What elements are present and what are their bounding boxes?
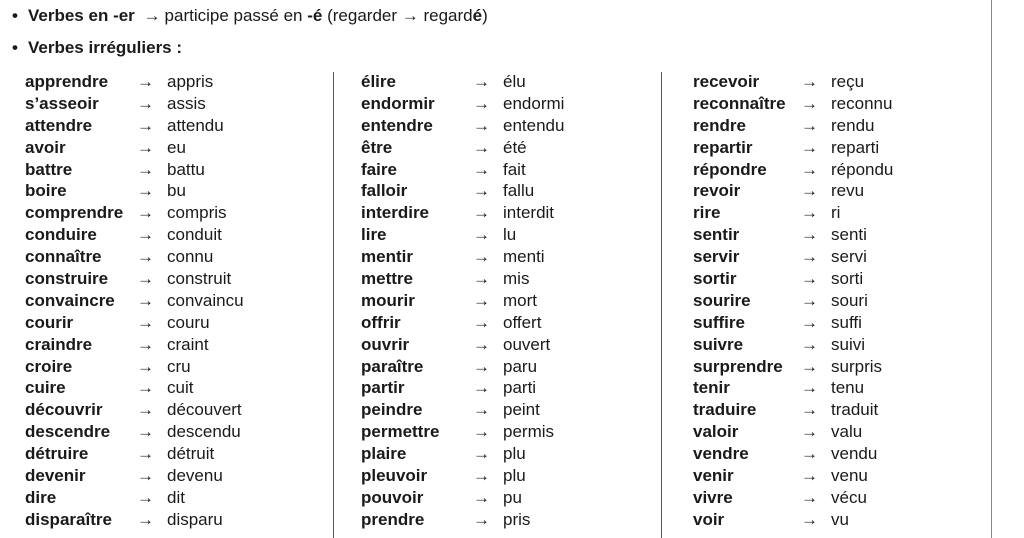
- right-arrow-icon: →: [801, 509, 818, 529]
- verb-row: [361, 487, 564, 509]
- verb-row: [361, 290, 564, 312]
- infinitive: cuire: [25, 378, 66, 398]
- infinitive: voir: [693, 509, 725, 529]
- past-participle: conduit: [167, 225, 222, 245]
- infinitive: plaire: [361, 444, 407, 464]
- past-participle: suffi: [831, 312, 862, 332]
- past-participle: endormi: [503, 93, 565, 113]
- infinitive: suivre: [693, 334, 744, 354]
- past-participle: détruit: [167, 444, 215, 464]
- past-participle: pu: [503, 487, 522, 507]
- past-participle: bu: [167, 181, 186, 201]
- verb-row: [361, 509, 564, 531]
- right-arrow-icon: →: [801, 269, 818, 289]
- infinitive: mettre: [361, 269, 413, 289]
- verb-row: [361, 93, 564, 115]
- verb-row: [361, 443, 564, 465]
- infinitive: traduire: [693, 400, 757, 420]
- section-heading: Verbes irréguliers :: [28, 38, 183, 57]
- right-arrow-icon: →: [137, 422, 154, 442]
- verb-row: [361, 377, 564, 399]
- verb-row: [693, 334, 893, 356]
- right-arrow-icon: →: [137, 466, 154, 486]
- past-participle: reçu: [831, 72, 865, 91]
- infinitive: s’asseoir: [25, 93, 99, 113]
- infinitive: rire: [693, 203, 721, 223]
- past-participle: été: [503, 137, 527, 157]
- right-arrow-icon: →: [137, 487, 154, 507]
- infinitive: disparaître: [25, 509, 112, 529]
- verb-row: [361, 312, 564, 334]
- right-arrow-icon: →: [473, 93, 490, 113]
- past-participle: descendu: [167, 422, 241, 442]
- infinitive: connaître: [25, 247, 102, 267]
- right-arrow-icon: →: [473, 115, 490, 135]
- verb-row: [693, 180, 893, 202]
- right-arrow-icon: →: [473, 181, 490, 201]
- past-participle: disparu: [167, 509, 223, 529]
- right-arrow-icon: →: [801, 203, 818, 223]
- past-participle: suivi: [831, 334, 866, 354]
- past-participle: devenu: [167, 466, 223, 486]
- past-participle: venu: [831, 466, 868, 486]
- right-arrow-icon: →: [801, 93, 818, 113]
- bullet-icon: •: [12, 38, 18, 57]
- infinitive: battre: [25, 159, 73, 179]
- infinitive: valoir: [693, 422, 739, 442]
- infinitive: attendre: [25, 115, 93, 135]
- past-participle: plu: [503, 466, 526, 486]
- right-arrow-icon: →: [137, 509, 154, 529]
- verb-row: [361, 137, 564, 159]
- right-arrow-icon: →: [473, 203, 490, 223]
- past-participle: connu: [167, 247, 214, 267]
- verb-row: [361, 268, 564, 290]
- past-participle: menti: [503, 247, 545, 267]
- infinitive: être: [361, 137, 393, 157]
- right-arrow-icon: →: [801, 356, 818, 376]
- right-arrow-icon: →: [137, 269, 154, 289]
- right-arrow-icon: →: [473, 159, 490, 179]
- past-participle: cru: [167, 356, 191, 376]
- right-arrow-icon: →: [137, 72, 154, 91]
- past-participle: servi: [831, 247, 867, 267]
- right-arrow-icon: →: [143, 6, 161, 25]
- infinitive: pleuvoir: [361, 466, 428, 486]
- infinitive: endormir: [361, 93, 435, 113]
- verb-row: [25, 356, 244, 378]
- right-arrow-icon: →: [473, 72, 490, 91]
- verb-row: [693, 93, 893, 115]
- verb-row: [25, 465, 244, 487]
- past-participle: vécu: [831, 487, 867, 507]
- verb-row: [693, 509, 893, 531]
- infinitive: conduire: [25, 225, 97, 245]
- verb-row: [25, 334, 244, 356]
- infinitive: avoir: [25, 137, 66, 157]
- verb-row: [25, 421, 244, 443]
- column-divider: [661, 72, 662, 538]
- infinitive: prendre: [361, 509, 425, 529]
- infinitive: craindre: [25, 334, 93, 354]
- infinitive: descendre: [25, 422, 111, 442]
- right-arrow-icon: →: [137, 247, 154, 267]
- verb-row: [25, 202, 244, 224]
- past-participle: ri: [831, 203, 841, 223]
- past-participle: craint: [167, 334, 209, 354]
- past-participle: sorti: [831, 269, 864, 289]
- right-arrow-icon: →: [137, 444, 154, 464]
- past-participle: permis: [503, 422, 555, 442]
- past-participle: souri: [831, 290, 868, 310]
- verb-row: [361, 246, 564, 268]
- past-participle: fait: [503, 159, 526, 179]
- infinitive: répondre: [693, 159, 767, 179]
- rule-regular-er-verbs: [12, 6, 488, 26]
- past-participle: senti: [831, 225, 867, 245]
- verb-row: [693, 312, 893, 334]
- infinitive: entendre: [361, 115, 433, 135]
- right-arrow-icon: →: [801, 422, 818, 442]
- past-participle: battu: [167, 159, 205, 179]
- past-participle: élu: [503, 72, 526, 91]
- right-arrow-icon: →: [801, 159, 818, 179]
- verb-row: [25, 312, 244, 334]
- infinitive: apprendre: [25, 72, 109, 91]
- past-participle: compris: [167, 203, 227, 223]
- right-arrow-icon: →: [801, 312, 818, 332]
- past-participle: pris: [503, 509, 531, 529]
- verb-row: [25, 137, 244, 159]
- past-participle: interdit: [503, 203, 555, 223]
- verb-row: [693, 115, 893, 137]
- right-arrow-icon: →: [801, 225, 818, 245]
- past-participle: fallu: [503, 181, 535, 201]
- infinitive: courir: [25, 312, 74, 332]
- example-ending: é: [472, 6, 483, 25]
- verb-row: [25, 71, 244, 93]
- verb-row: [693, 268, 893, 290]
- verb-row: [25, 509, 244, 531]
- right-arrow-icon: →: [801, 72, 818, 91]
- right-arrow-icon: →: [801, 444, 818, 464]
- right-arrow-icon: →: [137, 356, 154, 376]
- infinitive: sortir: [693, 269, 737, 289]
- past-participle: découvert: [167, 400, 242, 420]
- infinitive: offrir: [361, 312, 401, 332]
- infinitive: repartir: [693, 137, 753, 157]
- infinitive: mourir: [361, 290, 415, 310]
- past-participle: revu: [831, 181, 865, 201]
- right-arrow-icon: →: [137, 159, 154, 179]
- right-arrow-icon: →: [801, 181, 818, 201]
- right-arrow-icon: →: [473, 444, 490, 464]
- right-arrow-icon: →: [401, 6, 419, 25]
- verb-row: [361, 334, 564, 356]
- right-arrow-icon: →: [801, 400, 818, 420]
- past-participle: peint: [503, 400, 540, 420]
- right-arrow-icon: →: [137, 225, 154, 245]
- infinitive: convaincre: [25, 290, 115, 310]
- right-arrow-icon: →: [473, 378, 490, 398]
- right-arrow-icon: →: [137, 115, 154, 135]
- past-participle: appris: [167, 72, 214, 91]
- infinitive: vendre: [693, 444, 749, 464]
- past-participle: valu: [831, 422, 863, 442]
- infinitive: détruire: [25, 444, 89, 464]
- past-participle: traduit: [831, 400, 879, 420]
- past-participle: surpris: [831, 356, 883, 376]
- right-arrow-icon: →: [137, 334, 154, 354]
- past-participle: reconnu: [831, 93, 893, 113]
- past-participle: parti: [503, 378, 537, 398]
- verb-column-2: [361, 71, 564, 531]
- verb-column-3: [693, 71, 893, 531]
- verb-row: [25, 487, 244, 509]
- past-participle: vu: [831, 509, 849, 529]
- verb-row: [361, 71, 564, 93]
- rule-text: participe passé en: [164, 6, 308, 25]
- verb-row: [693, 137, 893, 159]
- verb-row: [25, 159, 244, 181]
- past-participle: offert: [503, 312, 542, 332]
- infinitive: vivre: [693, 487, 733, 507]
- verb-row: [25, 377, 244, 399]
- right-arrow-icon: →: [473, 247, 490, 267]
- verb-row: [361, 356, 564, 378]
- example-close: ): [482, 6, 488, 25]
- verb-row: [693, 159, 893, 181]
- past-participle: ouvert: [503, 334, 551, 354]
- verb-row: [25, 290, 244, 312]
- infinitive: falloir: [361, 181, 408, 201]
- verb-row: [361, 180, 564, 202]
- past-participle: répondu: [831, 159, 894, 179]
- past-participle: mort: [503, 290, 537, 310]
- infinitive: suffire: [693, 312, 745, 332]
- right-arrow-icon: →: [473, 509, 490, 529]
- bullet-icon: •: [12, 6, 18, 25]
- infinitive: servir: [693, 247, 740, 267]
- right-arrow-icon: →: [473, 225, 490, 245]
- infinitive: permettre: [361, 422, 440, 442]
- right-arrow-icon: →: [801, 290, 818, 310]
- right-arrow-icon: →: [137, 93, 154, 113]
- infinitive: paraître: [361, 356, 424, 376]
- infinitive: sentir: [693, 225, 740, 245]
- infinitive: lire: [361, 225, 387, 245]
- verb-row: [361, 202, 564, 224]
- verb-row: [693, 465, 893, 487]
- verb-row: [693, 487, 893, 509]
- verb-row: [693, 224, 893, 246]
- rule-ending: -er: [113, 6, 135, 25]
- infinitive: comprendre: [25, 203, 124, 223]
- past-participle: assis: [167, 93, 206, 113]
- right-arrow-icon: →: [473, 487, 490, 507]
- past-participle: mis: [503, 269, 530, 289]
- right-arrow-icon: →: [801, 137, 818, 157]
- past-participle: construit: [167, 269, 232, 289]
- past-participle: convaincu: [167, 290, 244, 310]
- past-participle: dit: [167, 487, 185, 507]
- example-open: (regarder: [327, 6, 402, 25]
- past-participle: entendu: [503, 115, 565, 135]
- verb-row: [25, 399, 244, 421]
- infinitive: recevoir: [693, 72, 760, 91]
- infinitive: peindre: [361, 400, 423, 420]
- past-participle: eu: [167, 137, 186, 157]
- infinitive: tenir: [693, 378, 730, 398]
- infinitive: élire: [361, 72, 396, 91]
- rule-irregular-verbs: [12, 38, 182, 58]
- infinitive: faire: [361, 159, 397, 179]
- infinitive: pouvoir: [361, 487, 424, 507]
- infinitive: interdire: [361, 203, 430, 223]
- infinitive: venir: [693, 466, 734, 486]
- right-arrow-icon: →: [473, 269, 490, 289]
- verb-row: [25, 115, 244, 137]
- verb-row: [25, 224, 244, 246]
- past-participle: rendu: [831, 115, 875, 135]
- infinitive: croire: [25, 356, 73, 376]
- right-arrow-icon: →: [137, 181, 154, 201]
- right-arrow-icon: →: [801, 487, 818, 507]
- verb-row: [693, 356, 893, 378]
- right-arrow-icon: →: [801, 247, 818, 267]
- verb-column-1: [25, 71, 244, 531]
- right-arrow-icon: →: [801, 334, 818, 354]
- verb-row: [693, 202, 893, 224]
- right-arrow-icon: →: [137, 290, 154, 310]
- verb-row: [25, 443, 244, 465]
- verb-row: [693, 290, 893, 312]
- right-arrow-icon: →: [473, 466, 490, 486]
- past-participle: couru: [167, 312, 210, 332]
- right-arrow-icon: →: [801, 378, 818, 398]
- past-participle: reparti: [831, 137, 880, 157]
- verb-row: [361, 224, 564, 246]
- infinitive: ouvrir: [361, 334, 410, 354]
- verb-row: [25, 180, 244, 202]
- right-arrow-icon: →: [473, 137, 490, 157]
- rule-pp-ending: -é: [307, 6, 323, 25]
- past-participle: tenu: [831, 378, 865, 398]
- infinitive: construire: [25, 269, 109, 289]
- verb-row: [361, 115, 564, 137]
- example-stem: regard: [418, 6, 473, 25]
- right-arrow-icon: →: [473, 356, 490, 376]
- verb-row: [361, 421, 564, 443]
- right-arrow-icon: →: [473, 334, 490, 354]
- right-arrow-icon: →: [473, 400, 490, 420]
- right-arrow-icon: →: [473, 290, 490, 310]
- right-arrow-icon: →: [137, 312, 154, 332]
- right-arrow-icon: →: [801, 115, 818, 135]
- past-participle: paru: [503, 356, 538, 376]
- verb-row: [361, 399, 564, 421]
- verb-row: [693, 421, 893, 443]
- infinitive: revoir: [693, 181, 741, 201]
- verb-row: [361, 159, 564, 181]
- verb-row: [693, 246, 893, 268]
- past-participle: cuit: [167, 378, 194, 398]
- infinitive: sourire: [693, 290, 751, 310]
- past-participle: lu: [503, 225, 517, 245]
- verb-row: [25, 93, 244, 115]
- verb-row: [693, 71, 893, 93]
- verb-row: [25, 246, 244, 268]
- past-participle: vendu: [831, 444, 878, 464]
- right-arrow-icon: →: [473, 312, 490, 332]
- infinitive: boire: [25, 181, 67, 201]
- rule-prefix: Verbes en: [28, 6, 114, 25]
- infinitive: dire: [25, 487, 57, 507]
- verb-row: [361, 465, 564, 487]
- past-participle: attendu: [167, 115, 224, 135]
- right-arrow-icon: →: [137, 137, 154, 157]
- right-arrow-icon: →: [473, 422, 490, 442]
- verb-row: [25, 268, 244, 290]
- right-arrow-icon: →: [137, 400, 154, 420]
- verb-row: [693, 399, 893, 421]
- right-arrow-icon: →: [137, 378, 154, 398]
- infinitive: devenir: [25, 466, 86, 486]
- past-participle: plu: [503, 444, 526, 464]
- column-divider: [333, 72, 334, 538]
- infinitive: rendre: [693, 115, 746, 135]
- page-edge-line: [991, 0, 992, 538]
- infinitive: surprendre: [693, 356, 783, 376]
- verb-row: [693, 443, 893, 465]
- infinitive: partir: [361, 378, 405, 398]
- right-arrow-icon: →: [137, 203, 154, 223]
- right-arrow-icon: →: [801, 466, 818, 486]
- verb-row: [693, 377, 893, 399]
- infinitive: mentir: [361, 247, 413, 267]
- infinitive: découvrir: [25, 400, 103, 420]
- infinitive: reconnaître: [693, 93, 786, 113]
